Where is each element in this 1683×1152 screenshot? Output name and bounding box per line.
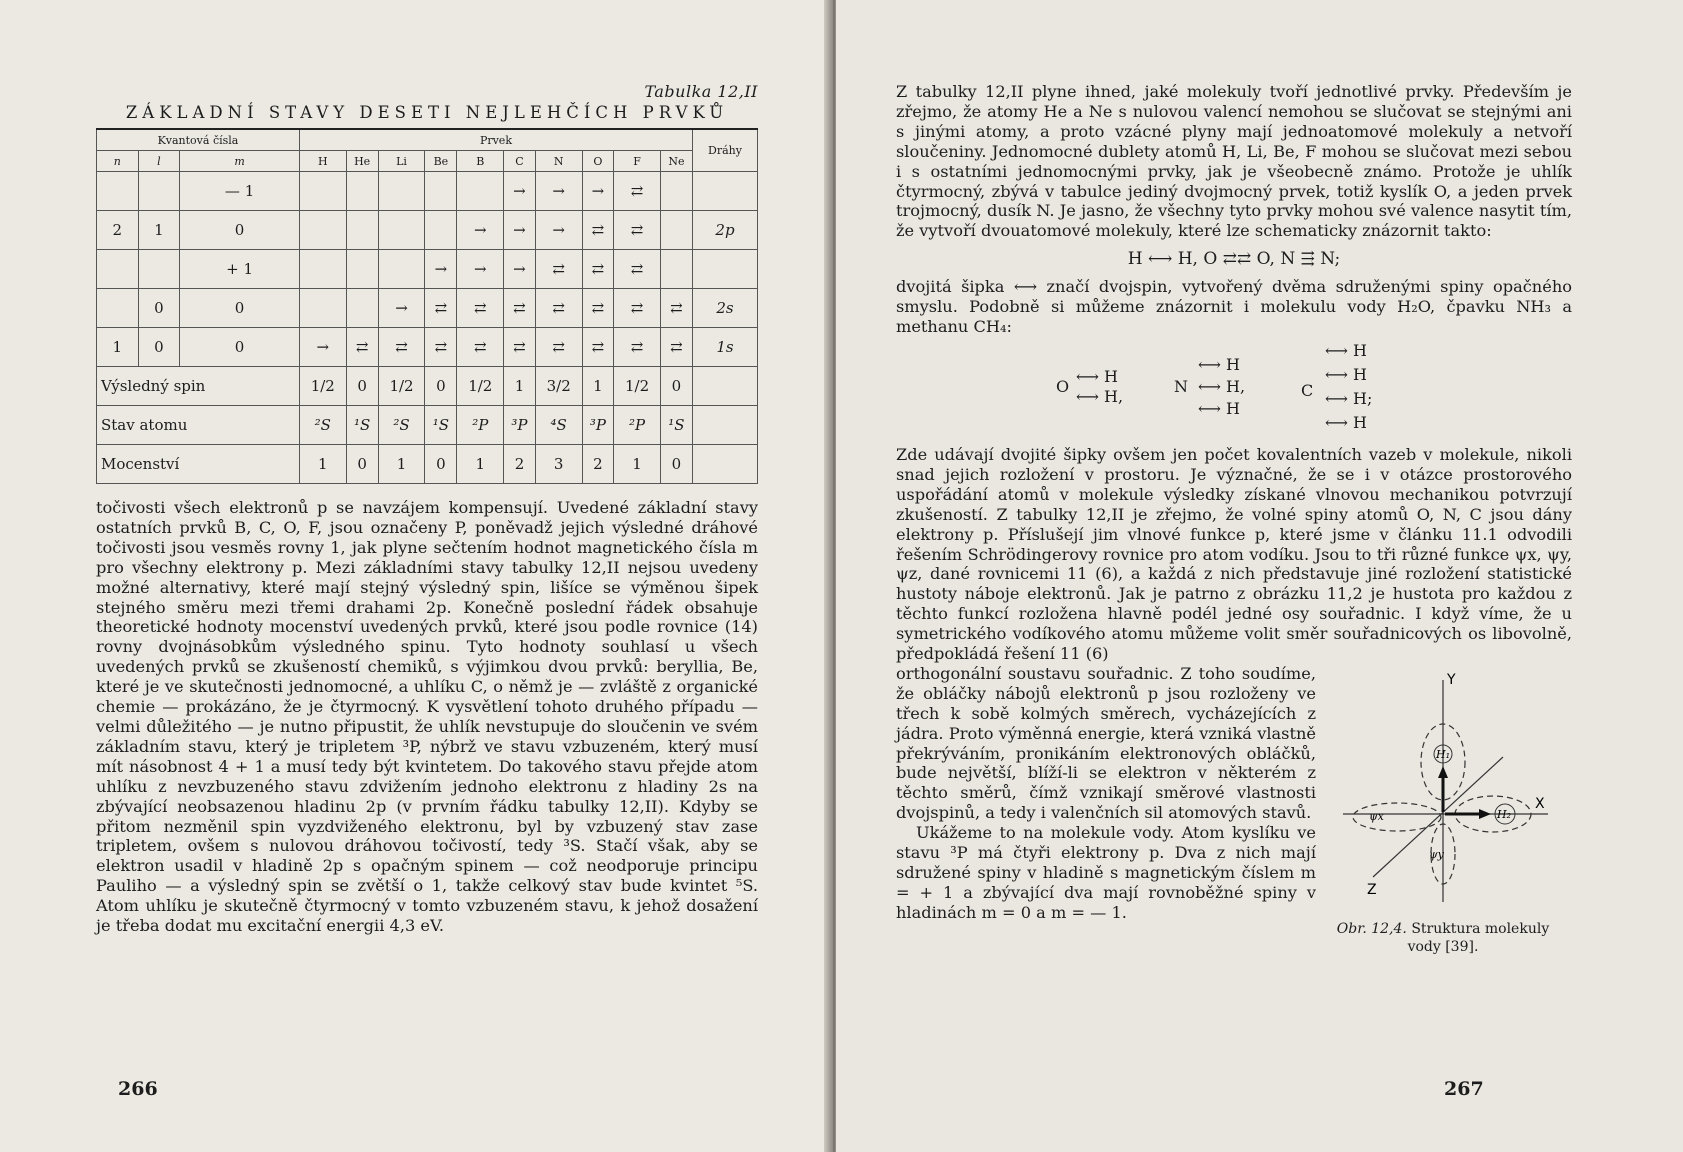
row-valence-value: 0	[660, 445, 692, 484]
right-content	[896, 82, 1572, 955]
cell-orbit	[693, 250, 758, 289]
spin-cell: ⇄	[614, 211, 661, 250]
cell-l	[138, 172, 180, 211]
row-state-value: ¹S	[660, 406, 692, 445]
molecule-diagrams	[896, 341, 1572, 437]
empty-cell	[693, 406, 758, 445]
figure-wrap-area	[896, 663, 1572, 955]
row-valence-value: 1	[457, 445, 504, 484]
row-state-value: ²P	[457, 406, 504, 445]
row-spin-value: 1/2	[457, 367, 504, 406]
methane-bond-2: ⟷ H	[1325, 364, 1367, 384]
spin-cell: ⇄	[535, 250, 582, 289]
figure-caption-prefix: Obr. 12,4.	[1336, 920, 1407, 937]
row-spin-value: 1/2	[299, 367, 346, 406]
header-m: m	[180, 151, 300, 172]
spin-cell: ⇄	[457, 289, 504, 328]
spin-cell	[378, 250, 425, 289]
h2-label: H₂	[1497, 807, 1512, 821]
spin-cell: ⇄	[425, 289, 457, 328]
spin-cell	[660, 211, 692, 250]
table-label: Tabulka 12,II	[644, 82, 758, 101]
spin-cell	[299, 172, 346, 211]
table-row	[97, 250, 758, 289]
row-spin-label: Výsledný spin	[97, 367, 300, 406]
row-valence-value: 1	[378, 445, 425, 484]
header-element-h: H	[299, 151, 346, 172]
header-element-ne: Ne	[660, 151, 692, 172]
spin-cell	[378, 172, 425, 211]
header-element-b: B	[457, 151, 504, 172]
figure-drawing	[1333, 662, 1553, 918]
header-element-o: O	[582, 151, 614, 172]
row-spin-value: 1/2	[614, 367, 661, 406]
spin-cell: ⇄	[614, 289, 661, 328]
header-quantum: Kvantová čísla	[97, 129, 300, 151]
spin-cell: ⇄	[504, 328, 536, 367]
axis-y-label: Y	[1447, 671, 1456, 688]
cell-orbit: 1s	[693, 328, 758, 367]
ammonia-bond-1: ⟷ H	[1198, 354, 1240, 374]
cell-m: + 1	[180, 250, 300, 289]
row-state-value: ³P	[504, 406, 536, 445]
cell-n: 1	[97, 328, 139, 367]
row-state	[97, 406, 758, 445]
cell-m: 0	[180, 211, 300, 250]
spin-cell: →	[299, 328, 346, 367]
spin-cell: →	[535, 211, 582, 250]
spin-cell: ⇄	[582, 328, 614, 367]
row-valence-value: 1	[299, 445, 346, 484]
spin-cell	[378, 211, 425, 250]
spin-cell	[457, 172, 504, 211]
spin-cell: →	[457, 211, 504, 250]
page-number-left: 266	[118, 1078, 158, 1100]
cell-n	[97, 250, 139, 289]
cell-l: 1	[138, 211, 180, 250]
spin-cell	[425, 172, 457, 211]
spin-cell: ⇄	[582, 289, 614, 328]
row-valence-value: 0	[346, 445, 378, 484]
row-state-value: ⁴S	[535, 406, 582, 445]
spin-cell: ⇄	[582, 250, 614, 289]
row-spin-value: 1	[504, 367, 536, 406]
row-valence-value: 2	[504, 445, 536, 484]
header-orbits: Dráhy	[693, 129, 758, 172]
spin-cell	[346, 172, 378, 211]
spin-cell: →	[378, 289, 425, 328]
table-row	[97, 328, 758, 367]
row-state-value: ¹S	[425, 406, 457, 445]
row-spin-value: 1	[582, 367, 614, 406]
figure-caption	[1333, 920, 1553, 956]
cell-n: 2	[97, 211, 139, 250]
h1-label: H₁	[1436, 747, 1451, 761]
row-state-value: ²S	[299, 406, 346, 445]
row-valence-label: Mocenství	[97, 445, 300, 484]
spin-cell	[299, 250, 346, 289]
right-page	[836, 0, 1683, 1152]
water-bond-2: ⟷ H,	[1076, 386, 1124, 406]
spin-cell	[346, 250, 378, 289]
axis-x-label: X	[1535, 795, 1545, 812]
table-row	[97, 289, 758, 328]
methane-bond-4: ⟷ H	[1325, 412, 1367, 432]
table-row	[97, 172, 758, 211]
cell-orbit: 2s	[693, 289, 758, 328]
ammonia-bond-3: ⟷ H	[1198, 398, 1240, 418]
row-state-value: ²S	[378, 406, 425, 445]
row-valence-value: 2	[582, 445, 614, 484]
water-structure-figure	[1333, 662, 1553, 962]
cell-l: 0	[138, 289, 180, 328]
paragraph-5: Ukážeme to na molekule vody. Atom kyslíku ve stavu ³P má čtyři elektrony p. Dva z nich mají sdružené spiny v hladině s magnetickým číslem m = + 1 a zbývající dva mají rovnoběžné spiny v hladinách m = 0 a m = — 1.	[896, 823, 1316, 922]
methane-bond-3: ⟷ H;	[1325, 388, 1373, 408]
axis-z-label: Z	[1367, 881, 1377, 898]
spin-cell	[660, 250, 692, 289]
methane-molecule	[1301, 341, 1421, 437]
row-spin-value: 0	[660, 367, 692, 406]
header-n: n	[97, 151, 139, 172]
paragraph-2: dvojitá šipka ⟷ značí dvojspin, vytvořený dvěma sdruženými spiny opačného smyslu. Podobně si můžeme znázornit i molekulu vody H₂O, čpavku NH₃ a methanu CH₄:	[896, 277, 1572, 337]
ammonia-molecule	[1174, 341, 1294, 437]
cell-n	[97, 172, 139, 211]
spin-cell: ⇄	[378, 328, 425, 367]
empty-cell	[693, 367, 758, 406]
spin-cell: →	[535, 172, 582, 211]
left-body-text: točivosti všech elektronů p se navzájem kompensují. Uvedené základní stavy ostatních prvků B, C, O, F, jsou označeny P, poněvadž jejich výsledné dráhové točivosti jsou vesměs rovny 1, jak plyne sečtením hodnot magnetického čísla m pro všechny elektrony p. Mezi základními stavy tabulky 12,II nejsou uvedeny možné alternativy, které mají stejný výsledný spin, lišíce se výměnou šipek stejného směru mezi třemi drahami 2p. Konečně poslední řádek obsahuje theoretické hodnoty mocenství uvedených prvků, které jsou podle rovnice (14) rovny dvojnásobkům výsledného spinu. Tyto hodnoty souhlasí u všech uvedených prvků se zkušeností chemiků, s výjimkou dvou prvků: beryllia, Be, které je ve skutečnosti jednomocné, a uhlíku C, o němž je — zvláště z organické chemie — prokázáno, že je čtyrmocný. K vysvětlení tohoto druhého případu — velmi důležitého — je nutno připustit, že uhlík nevstupuje do sloučenin ve svém základním stavu, který je tripletem ³P, nýbrž ve stavu vzbuzeném, který musí mít násobnost 4 + 1 a musí tedy být kvintetem. Do takového stavu přejde atom uhlíku z nevzbuzeného stavu zdvižením jednoho elektronu z hladiny 2s na zbývající neobsazenou hladinu 2p (v prvním řádku tabulky 12,II). Kdyby se přitom nezměnil spin vyzdviženého elektronu, byl by vzbuzený stav zase tripletem, ovšem s nulovou dráhovou točivostí, tedy ³S. Stačí však, aby se elektron usadil v hladině 2p s opačným spinem — což neodporuje principu Pauliho — a výsledný spin se zvětší o 1, takže celkový stav bude kvintet ⁵S. Atom uhlíku je skutečně čtyrmocný v tomto vzbuzeném stavu, k jehož dosažení je třeba dodat mu excitační energii 4,3 eV.	[96, 498, 758, 936]
spin-cell	[660, 172, 692, 211]
diatomic-formula: H ⟷ H, O ⇄⇄ O, N ⇶ N;	[1127, 249, 1341, 270]
spin-cell	[425, 211, 457, 250]
ammonia-bond-2: ⟷ H,	[1198, 376, 1246, 396]
spin-cell: ⇄	[425, 328, 457, 367]
header-element: Prvek	[299, 129, 692, 151]
cell-n	[97, 289, 139, 328]
page-number-right: 267	[1444, 1078, 1484, 1100]
header-element-be: Be	[425, 151, 457, 172]
spin-cell	[346, 211, 378, 250]
psi-y-label: ψy	[1429, 847, 1444, 861]
spin-cell: ⇄	[582, 211, 614, 250]
water-molecule	[1056, 341, 1176, 437]
header-element-li: Li	[378, 151, 425, 172]
row-valence-value: 0	[425, 445, 457, 484]
spin-cell: →	[504, 211, 536, 250]
elements-table	[96, 128, 758, 484]
spin-cell: →	[504, 250, 536, 289]
spin-cell	[299, 289, 346, 328]
empty-cell	[693, 445, 758, 484]
row-valence	[97, 445, 758, 484]
cell-m: — 1	[180, 172, 300, 211]
spin-cell: ⇄	[346, 328, 378, 367]
row-spin	[97, 367, 758, 406]
header-element-c: C	[504, 151, 536, 172]
spin-cell: →	[457, 250, 504, 289]
header-element-n: N	[535, 151, 582, 172]
spin-cell: ⇄	[614, 250, 661, 289]
spin-cell: ⇄	[660, 289, 692, 328]
figure-caption-text: Struktura molekuly vody [39].	[1407, 920, 1550, 955]
table-row	[97, 211, 758, 250]
row-spin-value: 3/2	[535, 367, 582, 406]
psi-x-label: ψx	[1369, 809, 1384, 823]
row-spin-value: 0	[425, 367, 457, 406]
spin-cell: →	[582, 172, 614, 211]
water-center: O	[1056, 376, 1070, 396]
cell-l	[138, 250, 180, 289]
paragraph-3: Zde udávají dvojité šipky ovšem jen počet kovalentních vazeb v molekule, nikoli snad jejich rozložení v prostoru. Je význačné, že se i v otázce prostorového uspořádání atomů v molekule výsledky získané vlnovou mechanikou potvrzují zkušeností. Z tabulky 12,II je zřejmo, že volné spiny atomů O, N, C jsou dány elektrony p. Příslušejí jim vlnové funkce p, které jsme v článku 11.1 odvodili řešením Schrödingerovy rovnice pro atom vodíku. Jsou to tři různé funkce ψx, ψy, ψz, dané rovnicemi 11 (6), a každá z nich představuje jiné rozložení statistické hustoty náboje elektronů. Jak je patrno z obrázku 11,2 je hustota pro každou z těchto funkcí rozložena hlavně podél jedné osy souřadnic. I když víme, že u symetrického vodíkového atomu můžeme volit směr souřadnicových os libovolně, předpokládá řešení 11 (6)	[896, 444, 1572, 664]
methane-center: C	[1301, 380, 1314, 400]
spin-cell	[346, 289, 378, 328]
cell-orbit	[693, 172, 758, 211]
header-element-he: He	[346, 151, 378, 172]
spin-cell: ⇄	[504, 289, 536, 328]
header-element-f: F	[614, 151, 661, 172]
paragraph-1: Z tabulky 12,II plyne ihned, jaké molekuly tvoří jednotlivé prvky. Především je zřejmo, že atomy He a Ne s nulovou valencí nemohou se slučovat se stejnými ani s jinými atomy, a proto vzácné plyny mají jednoatomové molekuly a netvoří sloučeniny. Jednomocné dublety atomů H, Li, Be, F mohou se slučovat mezi sebou i s ostatními jednomocnými prvky, jak je všeobecně známo. Protože je uhlík čtyrmocný, zbývá v tabulce jediný dvojmocný prvek, totiž kyslík O, a jeden prvek trojmocný, dusík N. Je jasno, že všechny tyto prvky mohou své valence nasytit tím, že vytvoří dvouatomové molekuly, které lze schematicky znázornit takto:	[896, 82, 1572, 241]
cell-m: 0	[180, 289, 300, 328]
row-spin-value: 0	[346, 367, 378, 406]
paragraph-4: orthogonální soustavu souřadnic. Z toho soudíme, že obláčky nábojů elektronů p jsou rozloženy ve třech k sobě kolmých směrech, vycházejících z jádra. Proto výměnná energie, která vzniká vlastně překrýváním, pronikáním elektronových obláčků, bude největší, blíží-li se elektron v některém z těchto směrů, čímž vznikají směrové vlastnosti dvojspinů, a tedy i valenčních sil atomových stavů.	[896, 663, 1316, 823]
row-state-value: ¹S	[346, 406, 378, 445]
table-title: ZÁKLADNÍ STAVY DESETI NEJLEHČÍCH PRVKŮ	[125, 103, 729, 122]
row-valence-value: 1	[614, 445, 661, 484]
row-state-value: ²P	[614, 406, 661, 445]
spin-cell: ⇄	[614, 172, 661, 211]
methane-bond-1: ⟷ H	[1325, 340, 1367, 360]
spin-cell: ⇄	[535, 328, 582, 367]
header-l: l	[138, 151, 180, 172]
cell-orbit: 2p	[693, 211, 758, 250]
cell-m: 0	[180, 328, 300, 367]
row-state-label: Stav atomu	[97, 406, 300, 445]
spin-cell: ⇄	[457, 328, 504, 367]
row-state-value: ³P	[582, 406, 614, 445]
spin-cell: →	[425, 250, 457, 289]
left-page	[0, 0, 832, 1152]
cell-l: 0	[138, 328, 180, 367]
row-spin-value: 1/2	[378, 367, 425, 406]
left-content	[96, 82, 758, 936]
row-valence-value: 3	[535, 445, 582, 484]
spin-cell: ⇄	[660, 328, 692, 367]
spin-cell	[299, 211, 346, 250]
ammonia-center: N	[1174, 376, 1188, 396]
spin-cell: ⇄	[614, 328, 661, 367]
water-bond-1: ⟷ H	[1076, 366, 1118, 386]
spin-cell: →	[504, 172, 536, 211]
spin-cell: ⇄	[535, 289, 582, 328]
